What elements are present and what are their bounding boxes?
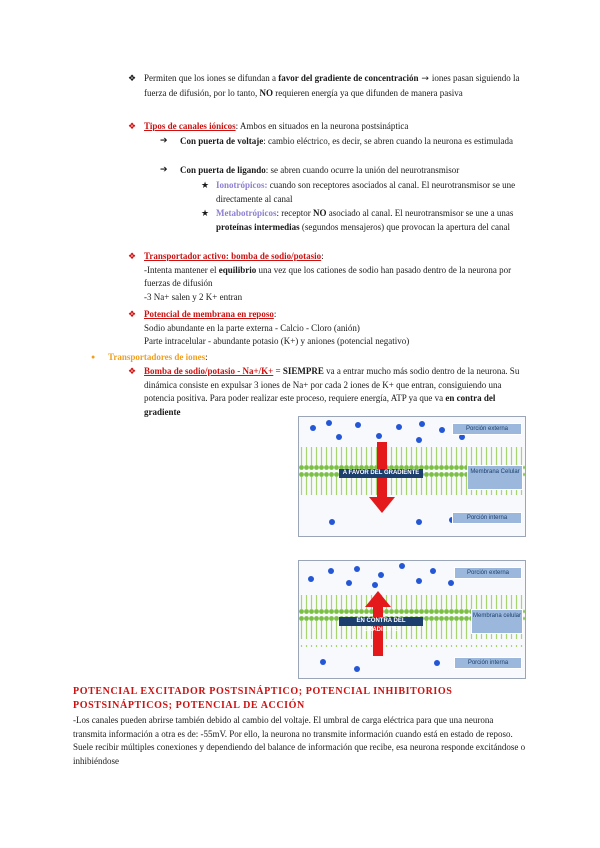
active-transporter: Transportador activo: bomba de sodio/potasio: -Intenta mantener el equilibrio una vez que los cationes de sodio han pasado dentro de la neurona por fuerzas de difusión -3 Na+ salen y 2 K+ entran bbox=[144, 251, 512, 302]
diamond-bullet-icon: ❖ bbox=[128, 73, 137, 83]
arrow-bullet-icon: ➔ bbox=[160, 136, 168, 146]
metabotropic-item: Metabotrópicos: receptor NO asociado al canal. El neurotransmisor se une a unas proteínas intermedias (segundos mensajeros) que provocan la apertura del canal bbox=[216, 208, 514, 232]
diagram-against-gradient bbox=[298, 560, 526, 679]
voltage-gate-item: Con puerta de voltaje: cambio eléctrico, es decir, se abren cuando la neurona es estimulada bbox=[180, 136, 514, 146]
diamond-bullet-icon: ❖ bbox=[128, 309, 137, 319]
diamond-bullet-icon: ❖ bbox=[128, 366, 137, 376]
label-external-portion: Porción externa bbox=[452, 423, 522, 435]
diamond-bullet-icon: ❖ bbox=[128, 121, 137, 131]
arrow-bullet-icon: ➔ bbox=[160, 165, 168, 175]
diagram-favor-gradient bbox=[298, 416, 526, 537]
intro-paragraph: Permiten que los iones se difundan a favor del gradiente de concentración → iones pasan siguiendo la fuerza de difusión, por lo tanto, NO requieren energía ya que difunden de manera pasiva bbox=[144, 73, 520, 98]
diamond-bullet-icon: ❖ bbox=[128, 251, 137, 261]
section-heading: POTENCIAL EXCITADOR POSTSINÁPTICO; POTENCIAL INHIBITORIOS POSTSINÁPTICOS; POTENCIAL DE ACCIÓN bbox=[73, 686, 453, 711]
star-bullet-icon: ★ bbox=[201, 208, 210, 218]
label-cell-membrane: Membrana Celular bbox=[467, 465, 523, 490]
resting-potential: Potencial de membrana en reposo: Sodio abundante en la parte externa - Calcio - Cloro (anión) Parte intracelular - abundante potasio (K+) y aniones (potencial negativo) bbox=[144, 309, 410, 346]
ligand-gate-item: Con puerta de ligando: se abren cuando ocurre la unión del neurotransmisor bbox=[180, 165, 460, 175]
label-external-portion: Porción externa bbox=[454, 567, 522, 579]
label-internal-portion: Porción interna bbox=[454, 657, 522, 669]
ionotropic-item: Ionotrópicos: cuando son receptores asociados al canal. El neurotransmisor se une directamente al canal bbox=[216, 180, 516, 204]
star-bullet-icon: ★ bbox=[201, 180, 210, 190]
epsp-paragraph: -Los canales pueden abrirse también debido al cambio del voltaje. El umbral de carga eléctrica para que una neurona transmita información a otra es de: -55mV. Por ello, la neurona no transmite información cuando está en estado de reposo. Suele recibir múltiples conexiones y dependiendo del balance de información que recibe, esa neurona responde excitándose o inhibiéndose bbox=[73, 715, 526, 766]
channels-title: Tipos de canales iónicos: Ambos en situados en la neurona postsináptica bbox=[144, 121, 409, 131]
label-cell-membrane: Membrana celular bbox=[471, 609, 523, 634]
label-internal-portion: Porción interna bbox=[452, 512, 522, 524]
against-gradient-label: EN CONTRA DEL GRADIENTE bbox=[339, 617, 423, 626]
pump-paragraph: Bomba de sodio/potasio - Na+/K+ = SIEMPRE va a entrar mucho más sodio dentro de la neurona. Su dinámica consiste en expulsar 3 iones de Na+ por cada 2 iones de K+ que entran, consiguiendo una potencia positiva. Para poder realizar este proceso, requiere energía, ATP ya que va en contra del gradiente bbox=[144, 366, 520, 417]
transporters-title: Transportadores de iones: bbox=[108, 352, 208, 362]
favor-gradient-label: A FAVOR DEL GRADIENTE bbox=[339, 469, 423, 478]
dot-bullet-icon: ● bbox=[91, 353, 96, 361]
